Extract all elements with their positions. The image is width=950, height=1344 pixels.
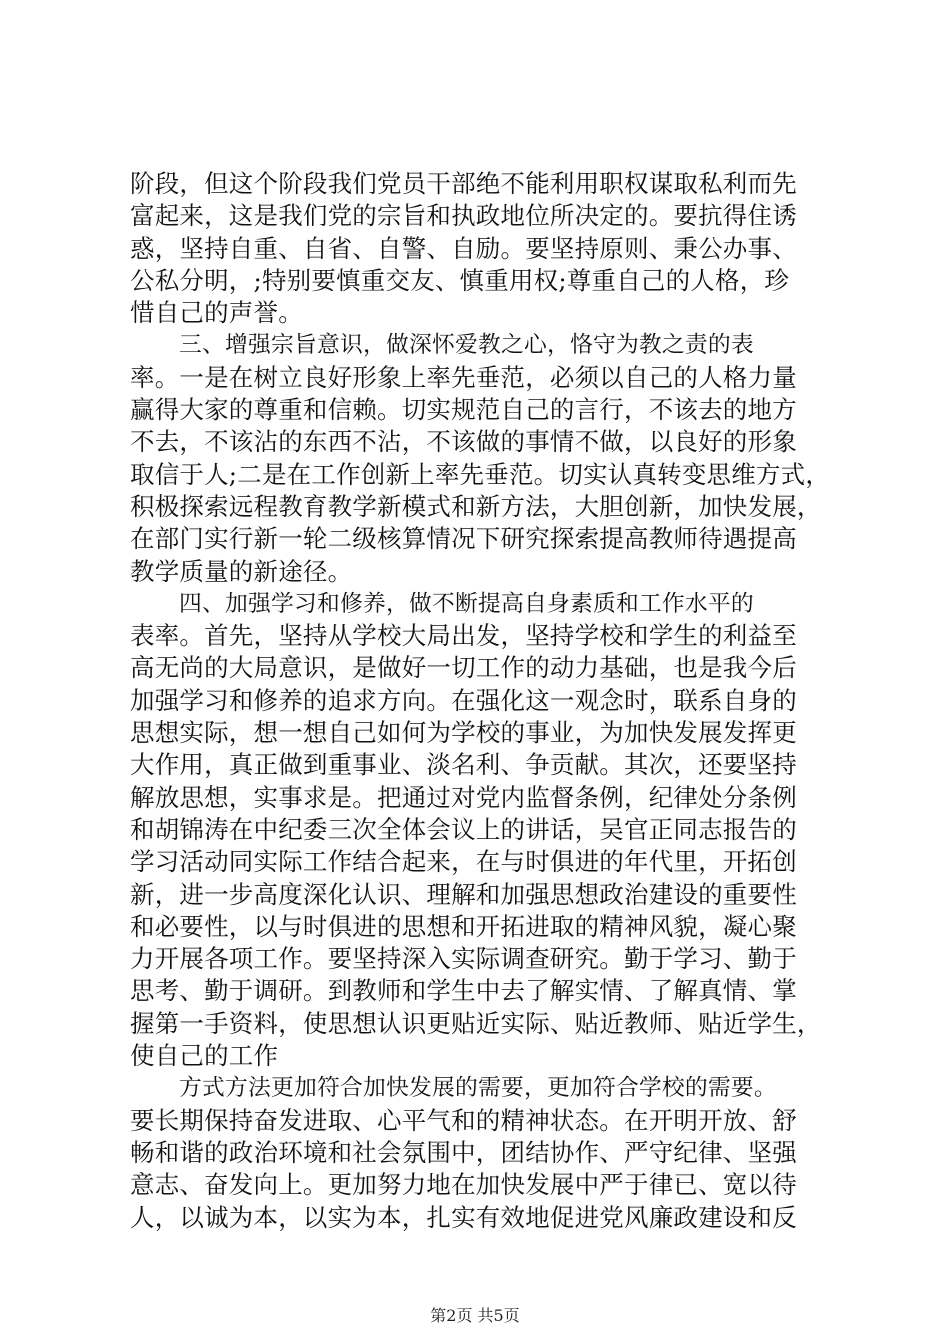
text-line: 高无尚的大局意识，是做好一切工作的动力基础，也是我今后 xyxy=(130,653,797,683)
text-line: 惑，坚持自重、自省、自警、自励。要坚持原则、秉公办事、 xyxy=(130,233,797,263)
text-line: 阶段，但这个阶段我们党员干部绝不能利用职权谋取私利而先 xyxy=(130,169,797,198)
text-line: 富起来，这是我们党的宗旨和执政地位所决定的。要抗得住诱 xyxy=(130,201,797,231)
page-footer: 第2页 共5页 xyxy=(430,1306,520,1325)
text-line: 和必要性，以与时俱进的思想和开拓进取的精神风貌，凝心聚 xyxy=(130,911,797,941)
text-line: 力开展各项工作。要坚持深入实际调查研究。勤于学习、勤于 xyxy=(130,944,797,974)
text-line: 人，以诚为本，以实为本，扎实有效地促进党风廉政建设和反 xyxy=(130,1202,797,1232)
text-line: 惜自己的声誉。 xyxy=(130,298,303,328)
text-line: 解放思想，实事求是。把通过对党内监督条例，纪律处分条例 xyxy=(130,782,797,812)
text-line: 和胡锦涛在中纪委三次全体会议上的讲话，吴官正同志报告的 xyxy=(130,814,797,844)
text-line: 公私分明，;特别要慎重交友、慎重用权;尊重自己的人格，珍 xyxy=(130,265,790,295)
text-line: 加强学习和修养的追求方向。在强化这一观念时，联系自身的 xyxy=(130,685,797,715)
text-line: 意志、奋发向上。更加努力地在加快发展中严于律已、宽以待 xyxy=(130,1170,797,1200)
text-line: 握第一手资料，使思想认识更贴近实际、贴近教师、贴近学生， xyxy=(130,1008,822,1038)
text-line: 四、加强学习和修养，做不断提高自身素质和工作水平的 xyxy=(179,590,754,617)
text-line: 不去，不该沾的东西不沾，不该做的事情不做，以良好的形象 xyxy=(130,427,797,457)
text-line: 使自己的工作 xyxy=(130,1041,279,1071)
text-line: 要长期保持奋发进取、心平气和的精神状态。在开明开放、舒 xyxy=(130,1105,797,1135)
text-line: 赢得大家的尊重和信赖。切实规范自己的言行，不该去的地方 xyxy=(130,395,797,425)
text-line: 表率。首先，坚持从学校大局出发，坚持学校和学生的利益至 xyxy=(130,621,797,651)
text-line: 大作用，真正做到重事业、淡名利、争贡献。其次，还要坚持 xyxy=(130,750,797,780)
text-line: 在部门实行新一轮二级核算情况下研究探索提高教师待遇提高 xyxy=(130,524,797,554)
text-line: 思想实际，想一想自己如何为学校的事业，为加快发展发挥更 xyxy=(130,718,797,748)
text-line: 方式方法更加符合加快发展的需要，更加符合学校的需要。 xyxy=(179,1075,777,1102)
text-line: 三、增强宗旨意识，做深怀爱教之心，恪守为教之责的表 xyxy=(179,332,754,359)
text-line: 教学质量的新途径。 xyxy=(130,556,353,586)
text-line: 取信于人;二是在工作创新上率先垂范。切实认真转变思维方式， xyxy=(130,459,831,489)
text-line: 思考、勤于调研。到教师和学生中去了解实情、了解真情、掌 xyxy=(130,976,797,1006)
body-text xyxy=(130,168,840,1234)
text-line: 新，进一步高度深化认识、理解和加强思想政治建设的重要性 xyxy=(130,879,797,909)
text-line: 畅和谐的政治环境和社会氛围中，团结协作、严守纪律、坚强 xyxy=(130,1137,797,1167)
text-line: 积极探索远程教育教学新模式和新方法，大胆创新，加快发展， xyxy=(130,491,822,521)
text-line: 学习活动同实际工作结合起来，在与时俱进的年代里，开拓创 xyxy=(130,847,797,877)
text-line: 率。一是在树立良好形象上率先垂范，必须以自己的人格力量 xyxy=(130,362,797,392)
